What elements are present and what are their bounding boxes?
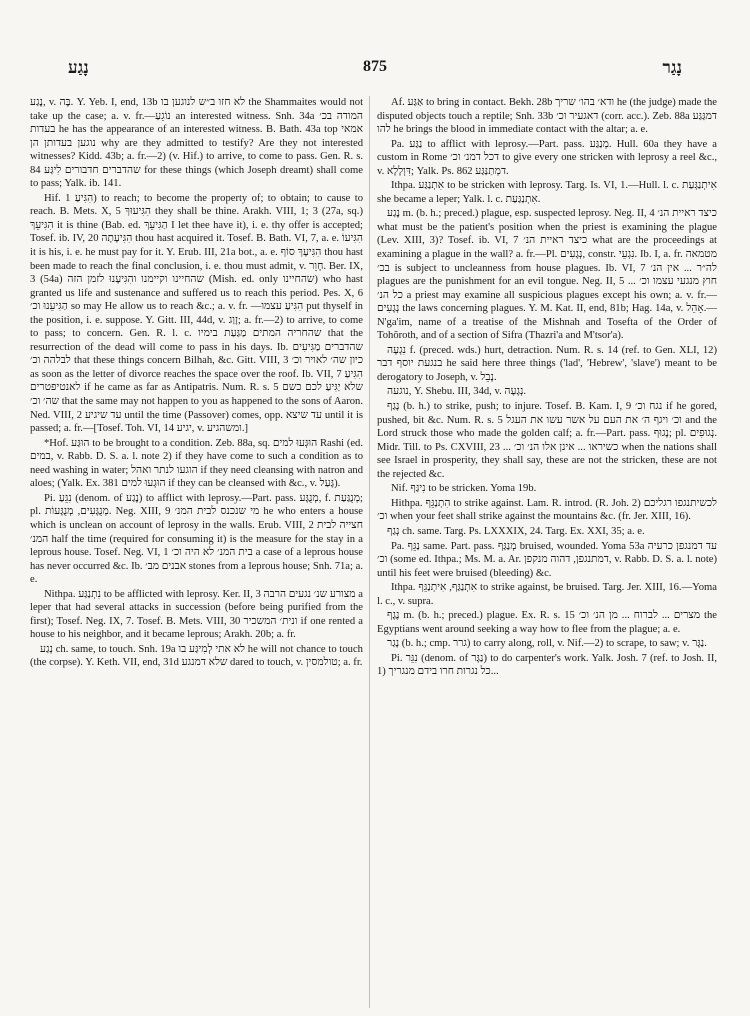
column-divider bbox=[369, 96, 370, 1008]
dictionary-entry: נוגעה, Y. Shebu. III, 34d, v. נְגָעָה. bbox=[387, 386, 527, 398]
dictionary-entry: נֶגֶף m. (b. h.; preced.) plague. Ex. R. s. 15 מצרים ... לברוח ... מן הנ׳ וכ׳ the Egyptians went around seeking a way how to flee from the plague; a. e. bbox=[377, 610, 717, 635]
page-header bbox=[40, 58, 710, 82]
dictionary-entry: Pi. נִגֵּר (denom. of נַגָּר) to do carpenter's work. Yalk. Josh. 7 (ref. to Josh. II, 1) כל נגרות חרו בידם מנגריך... bbox=[377, 652, 717, 678]
dictionary-entry: Hif. הִגִּיעַ 1) to reach; to become the property of; to obtain; to cause to reach. B. Mets. X, 5 הִגִּיעוּךְ they shall be thine. Arakh. VIII, 1; 3 (27a, sq.) הִגִּיעֵךְ it is thine (Bab. ed. הַגִּיעֵךְ I let thee have it), i. e. thy offer is accepted; Tosef. ib. IV, 20 הִגִּיעָתָה thou hast acquired it. Tosef. B. Bath. VI, 7, a. e. הִגִּיעוֹ it is his, i. e. he must pay for it. Y. Erub. III, 21a bot., a. e. הִגִּיעָךְ סוֹף thou hast been made to reach the final conclusion, i. e. thou must admit, v. חָוֵר. Ber. IX, 3 (54a) שהחיינו וקיימנו והִגִּיעָנוּ לזמן הזה (Mish. ed. only שהחיינו) who hast granted us life and sustenance and suffered us to reach this period. Pes. X, 6 הַגִּיעֵנוּ וכ׳ so may He allow us to reach &c.; a. v. fr. —הִגִּיעַ עצמו put thyself in the position, i. e. suppose. Y. Gitt. III, 44d, v. זָוַג; a. fr.—2) to arrive, to come to pass; to concern. Gen. R. l. c. שהחריה המתים מַגַּעַת בימיו that the resurrection of the dead will come to pass in his days. Ib. שהדברים מַגִּיעִים לבלהה וכ׳ that these things concern Bilhah, &c. Gitt. VIII, 3 כיון שה׳ לאויר וכ׳ as soon as the letter of divorce reaches the space over the roof. Ib. VII, 7 הִגִּיעַ לאנטיפטרים if he came as far as Antipatris. Num. R. s. 5 שלא יַגִּיעַ לכם כשם שה׳ וכ׳ that the same may not happen to you as happened to the sons of Aaron. Ned. VIII, 2 עד שיגיע until the time (Passover) comes, opp. עד שיצא until it is passed; a. fr.—[Tosef. Toh. VI, 14 יגיע, v. ומשהגיע.] bbox=[30, 192, 363, 435]
dictionary-entry: נְגַע ch. same, to touch. Snh. 19a לא אתי לְמִיגַּע בו he will not chance to touch (the corpse). Y. Keth. VII, end, 31d שלא דמנגע dared to touch, v. טולמסין; a. fr. bbox=[30, 643, 363, 669]
dictionary-entry: Pa. נַגֵּף same. Part. pass. מְנַגַּף bruised, wounded. Yoma 53a עד דמנגפן כרעיה וכ׳ (some ed. Ithpa.; Ms. M. a. Ar. דמתנגפן, דהוה מנקפן, v. Rabb. D. S. a. l. note) until his feet were bruised (bleeding) &c. bbox=[377, 540, 717, 579]
right-column bbox=[377, 96, 717, 1010]
dictionary-entry: נֶגַע m. (b. h.; preced.) plague, esp. suspected leprosy. Neg. II, 4 כיצד ראיית הנ׳ what must be the patient's position when the priest is examining the plague (Lev. XIII, 3)? Tosef. ib. VI, 7 כיצד ראיית הנ׳ what are the proceedings at examining a plague in the wall? a. fr.—Pl. נְגָעִים, constr. נִגְעֵי. Ib. I, a. fr. מטמאה בכ׳ is subject to uncleanness from house plagues. Ib. VI, 7 לה״ר ... אין הנ׳ plagues are the punishment for an evil tongue. Neg. II, 5 חוץ מנגעי עצמו וכ׳ ... כל הנ׳ a priest may examine all suspicious plagues except his own; a. v. fr.—נְגָעִים the laws concerning plagues. Y. M. Kat. II, end, 81b; Hag. 14a, v. אָהֵל.—N'ga'im, name of a treatise of the Mishnah and Tosefta of the Order of Tohŏroth, and of a section of Sifra (Thazri'a and M'tsor'a). bbox=[377, 208, 717, 342]
dictionary-entry: נָגַר (b. h.; cmp. גרר) to carry along, roll, v. Nif.—2) to scrape, to saw; v. נַגָּר. bbox=[387, 638, 707, 650]
dictionary-entry: Ithpa. אִתְנַגַּף, אִיתְנַגֵּף to strike against, be bruised. Targ. Jer. XIII, 16.—Yoma l. c., v. supra. bbox=[377, 582, 717, 607]
left-column bbox=[30, 96, 363, 1010]
dictionary-entry: Af. אַגַּע to bring in contact. Bekh. 28b ודא׳ בהו׳ שריך he (the judge) made the disputed objects touch a reptile; Snh. 33b דאגעיר וכ׳ (corr. acc.). Zeb. 88a דמגַּגַּע להו he brings the blood in immediate contact with the altar; a. e. bbox=[377, 97, 717, 136]
dictionary-entry: Pa. נַגַּע to afflict with leprosy.—Part. pass. מְנַגַּע. Hull. 60a they have a custom in Rome דכל דמנ׳ וכ׳ to give every one stricken with leprosy a reel &c., v. דִּוְלָלָא; Yalk. Ps. 862 דמְתַנַּגַּע. bbox=[377, 138, 717, 177]
running-head-left: נָגַע bbox=[68, 58, 89, 77]
dictionary-entry: Nithpa. נִתְנַגַּע to be afflicted with leprosy. Ker. II, 3 מצורע שנ׳ נגעים הרבה a leper that had several attacks in succession (before being purified from the first); Tosef. Neg. IX, 7. Tosef. B. Mets. VIII, 30 ונית׳ המשכיר if one rented a house to his neighbor, and it became leprous; Arakh. 20b; a. fr. bbox=[30, 588, 363, 641]
dictionary-entry: נְגַף ch. same. Targ. Ps. LXXXIX, 24. Targ. Ex. XXI, 35; a. e. bbox=[387, 525, 645, 537]
dictionary-entry: Hithpa. הִתְנַגֵּף to strike against. Lam. R. introd. (R. Joh. 2) לכשיתנגפו רגליכם וכ׳ when your feet shall strike against the mountains &c. (fr. Jer. XIII, 16). bbox=[377, 497, 717, 523]
dictionary-entry: Pi. נִגֵּעַ (denom. of נֶגַע) to afflict with leprosy.—Part. pass. מְנֻגָּע, f. מְנֻגַּעַת; pl. מְנֻגָּעִים, מְנֻגָּעוֹת. Neg. XIII, 9 מי שנכנס לבית המנ׳ he who enters a house which is unclean on account of leprosy in the walls. Erub. VIII, 2 חצייה לבית המנ׳ half the time (required for consuming it) is the measure for the stay in a leprous house. Tosef. Neg. VI, 1 בית המנ׳ לא היה וכ׳ a case of a leprous house has never occurred &c. Ib. אבנים מב׳ stones from a leprous house; Snh. 71a; a. e. bbox=[30, 492, 363, 586]
dictionary-entry: Nif. נִיגַּף to be stricken. Yoma 19b. bbox=[391, 483, 537, 495]
dictionary-entry: נֶגַע, v. בֶּה. Y. Yeb. I, end, 13b לא חזו ב״ש לנוגען בו the Shammaites would not take up the case; a. v. fr.—נוֹגֵעַ an interested witness. Snh. 34a המודה בכ׳ בעדות he has the appearance of an interested witness. B. Bath. 43a top אמאי נוגען בעדותן הן why are they admitted to testify? Are they not interested witnesses? Kidd. 43b; a. fr.—2) (v. Hif.) to arrive, to come to pass. Gen. R. s. 84 שהדברים חדבורים לִיגַּע for these things (which Joseph dreamt) shall come to pass; Yalk. ib. 141. bbox=[30, 97, 363, 190]
dictionary-entry: Ithpa. אִתְנַגַּע to be stricken with leprosy. Targ. Is. VI, 1.—Hull. l. c. אִיתְנַגְּעַת she became a leper; Yalk. l. c. אִתְנַגַּעַת. bbox=[377, 180, 717, 205]
dictionary-entry: *Hof. הוּגַּע to be brought to a condition. Zeb. 88a, sq. הוּגְּעוּ למים Rashi (ed. במים, v. Rabb. D. S. a. l. note 2) if they have come to such a condition as to need washing in water; הוגעו לנתר ואהל if they need cleansing with natron and aloes; (Yalk. Ex. 381 הוּגְעוּ למים if they can be cleansed with &c., v. גָּעַל). bbox=[30, 437, 363, 490]
page-number: 875 bbox=[363, 58, 387, 75]
dictionary-entry: נָגַף (b. h.) to strike, push; to injure. Tosef. B. Kam. I, 9 נגח וכ׳ if he gored, pushed, bit &c. Num. R. s. 5 וכ׳ ויגף ה׳ את העם על אשר עשו את העגל and the Lord struck those who made the golden calf; a. fr.—Part. pass. נָגוּף; pl. נְגוּפִים. Midr. Till. to Ps. CXVIII, 23 ... כשיראו ... אינן אלו הנ׳ וכ׳ when the nations shall see Israel in prosperity, they shall say, these are not the stricken, these are not the rejected &c. bbox=[377, 401, 717, 480]
dictionary-entry: נִגְעָה f. (preced. wds.) hurt, detraction. Num. R. s. 14 (ref. to Gen. XLI, 12) בנגעת יוסף דבר he said here three things ('lad', 'Hebrew', 'slave') meant to be derogatory to Joseph, v. נָבֵל. bbox=[377, 344, 717, 383]
running-head-right: נָגַר bbox=[662, 58, 682, 77]
